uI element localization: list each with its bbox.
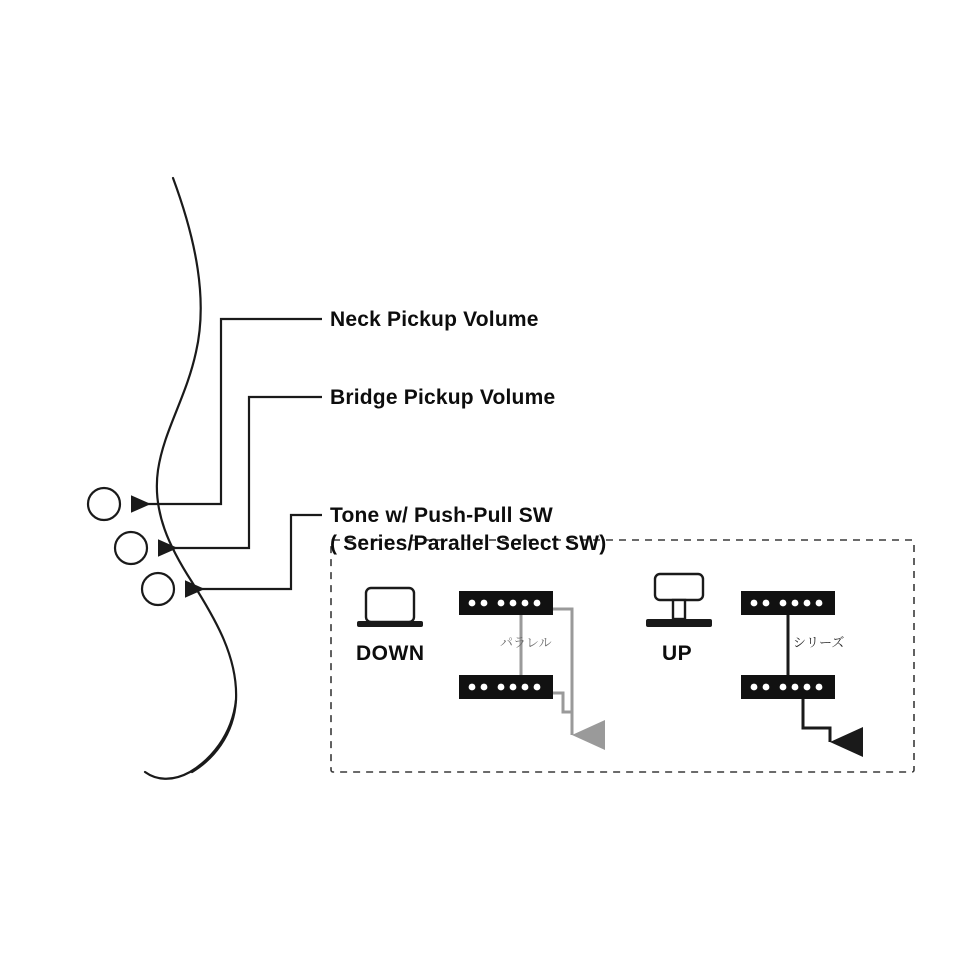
push-pull-knob-up-icon	[646, 574, 712, 627]
wiring-parallel	[521, 609, 572, 735]
knob-neck-volume	[88, 488, 120, 520]
callout-label-series-parallel-select: ( Series/Parallel Select SW)	[330, 532, 607, 555]
wiring-label-parallel: パラレル	[500, 635, 552, 650]
leader-line-bridge	[158, 397, 322, 548]
pickup-up-bottom	[741, 675, 835, 699]
pickup-down-bottom	[459, 675, 553, 699]
pickup-down-top	[459, 591, 553, 615]
callout-label-bridge-pickup-volume: Bridge Pickup Volume	[330, 386, 556, 409]
switch-state-caption-down: DOWN	[356, 642, 425, 665]
knob-tone	[142, 573, 174, 605]
wiring-label-series: シリーズ	[793, 635, 845, 650]
callout-label-tone-push-pull: Tone w/ Push-Pull SW	[330, 504, 553, 527]
guitar-body-outline	[145, 178, 236, 779]
push-pull-knob-down-icon	[357, 588, 423, 627]
pickup-up-top	[741, 591, 835, 615]
leader-line-tone	[185, 515, 322, 589]
switch-state-caption-up: UP	[662, 642, 693, 665]
callout-label-neck-pickup-volume: Neck Pickup Volume	[330, 308, 539, 331]
leader-line-neck	[131, 319, 322, 504]
knob-bridge-volume	[115, 532, 147, 564]
